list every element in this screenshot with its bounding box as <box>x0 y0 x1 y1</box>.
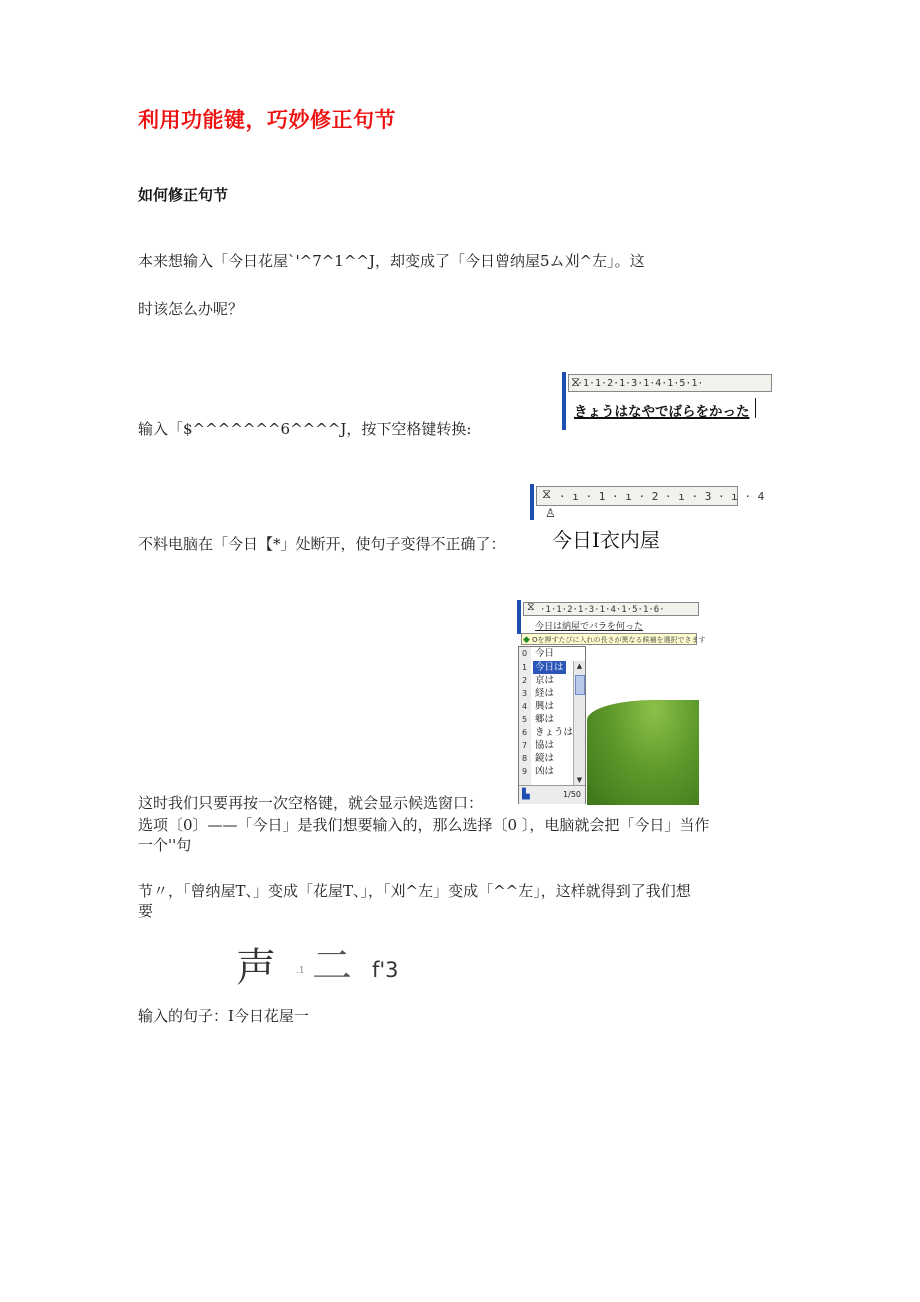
paragraph-3: 输入「$^^^^^^^6^^^^J，按下空格键转换: <box>138 420 472 438</box>
scroll-up-icon[interactable]: ▲ <box>576 662 583 670</box>
window-edge <box>562 372 566 430</box>
ime-screenshot-1 <box>562 372 772 432</box>
ruler: ·1·1·2·1·3·1·4·1·5·1·6· <box>523 602 699 616</box>
paragraph-5: 这时我们只要再按一次空格键，就会显示候选窗口： <box>138 794 484 812</box>
hourglass-icon: ⧖ <box>527 600 535 613</box>
candidate-row[interactable]: 0 今日 <box>522 648 555 659</box>
glyph-large-1: 声 <box>236 945 276 991</box>
ime-screenshot-2 <box>530 484 765 522</box>
ime-input-line: 今日は納屋でバラを何った <box>535 622 644 632</box>
window-edge <box>517 600 521 634</box>
candidate-row[interactable]: 6 きょうは <box>522 727 574 738</box>
candidate-row[interactable]: 9 凶は <box>522 766 555 777</box>
glyph-text: f'3 <box>372 958 399 982</box>
glyph-small: .1 <box>296 966 305 976</box>
desktop-wallpaper-hill <box>587 700 699 805</box>
page-indicator: 1/50 <box>563 790 581 799</box>
paragraph-6: 选项〔0〕——「今日」是我们想要输入的，那么选择〔0 〕，电脑就会把「今日」当作 <box>138 816 710 834</box>
ime-composition-text: きょうはなやでばらをかった <box>574 404 750 420</box>
hint-text: Oを押すたびに入れの長さが異なる候補を選択できます <box>532 636 706 644</box>
scroll-down-icon[interactable]: ▼ <box>576 776 583 784</box>
candidate-list <box>518 646 586 804</box>
candidate-row-selected[interactable]: 1 今日は <box>522 662 564 673</box>
candidate-row[interactable]: 8 鏡は <box>522 753 555 764</box>
lightbulb-icon: ◆ <box>523 635 530 645</box>
candidate-row[interactable]: 4 興は <box>522 701 555 712</box>
paragraph-7: 一个''句 <box>138 836 192 854</box>
paragraph-8: 节〃，「曾纳屋T、」变成「花屋T、」，「刈^左」变成「^^左」，这样就得到了我们想 <box>138 882 691 900</box>
paragraph-1: 本来想输入「今日花屋`'^7^1^^J，却变成了「今日曾纳屋5ム刈^左」。这 <box>138 252 645 270</box>
ruler: ·1·1·2·1·3·1·4·1·5·1· <box>568 374 772 392</box>
candidate-window-screenshot <box>517 600 706 805</box>
glyph-large-2: 二 <box>312 943 352 989</box>
candidate-scrollbar[interactable] <box>573 661 585 785</box>
section-heading: 如何修正句节 <box>138 186 229 204</box>
paragraph-10: 输入的句子：I今日花屋一 <box>138 1007 309 1025</box>
candidate-row[interactable]: 7 協は <box>522 740 555 751</box>
candidate-row[interactable]: 3 経は <box>522 688 555 699</box>
ruler: · ı · 1 · ı · 2 · ı · 3 · ı · 4 <box>536 486 738 506</box>
candidate-status-bar <box>519 785 585 804</box>
paragraph-2: 时该怎么办呢？ <box>138 300 244 318</box>
page-title: 利用功能键，巧妙修正句节 <box>138 107 396 132</box>
text-caret <box>755 398 756 418</box>
candidate-row[interactable]: 2 京は <box>522 675 555 686</box>
converted-text: 今日I衣内屋 <box>552 528 660 552</box>
ime-mode-icon[interactable]: ▙ <box>522 789 530 800</box>
hourglass-icon: ⧖ <box>542 487 552 502</box>
paragraph-9: 要 <box>138 902 154 920</box>
window-edge <box>530 484 534 520</box>
text-cursor-icon: ♙ <box>545 506 556 520</box>
scroll-thumb[interactable] <box>575 675 585 695</box>
hourglass-icon: ⧖ <box>571 375 581 390</box>
candidate-row[interactable]: 5 郷は <box>522 714 555 725</box>
paragraph-4: 不料电脑在「今日【*」处断开，使句子变得不正确了： <box>138 535 506 553</box>
hint-bar <box>521 633 706 645</box>
